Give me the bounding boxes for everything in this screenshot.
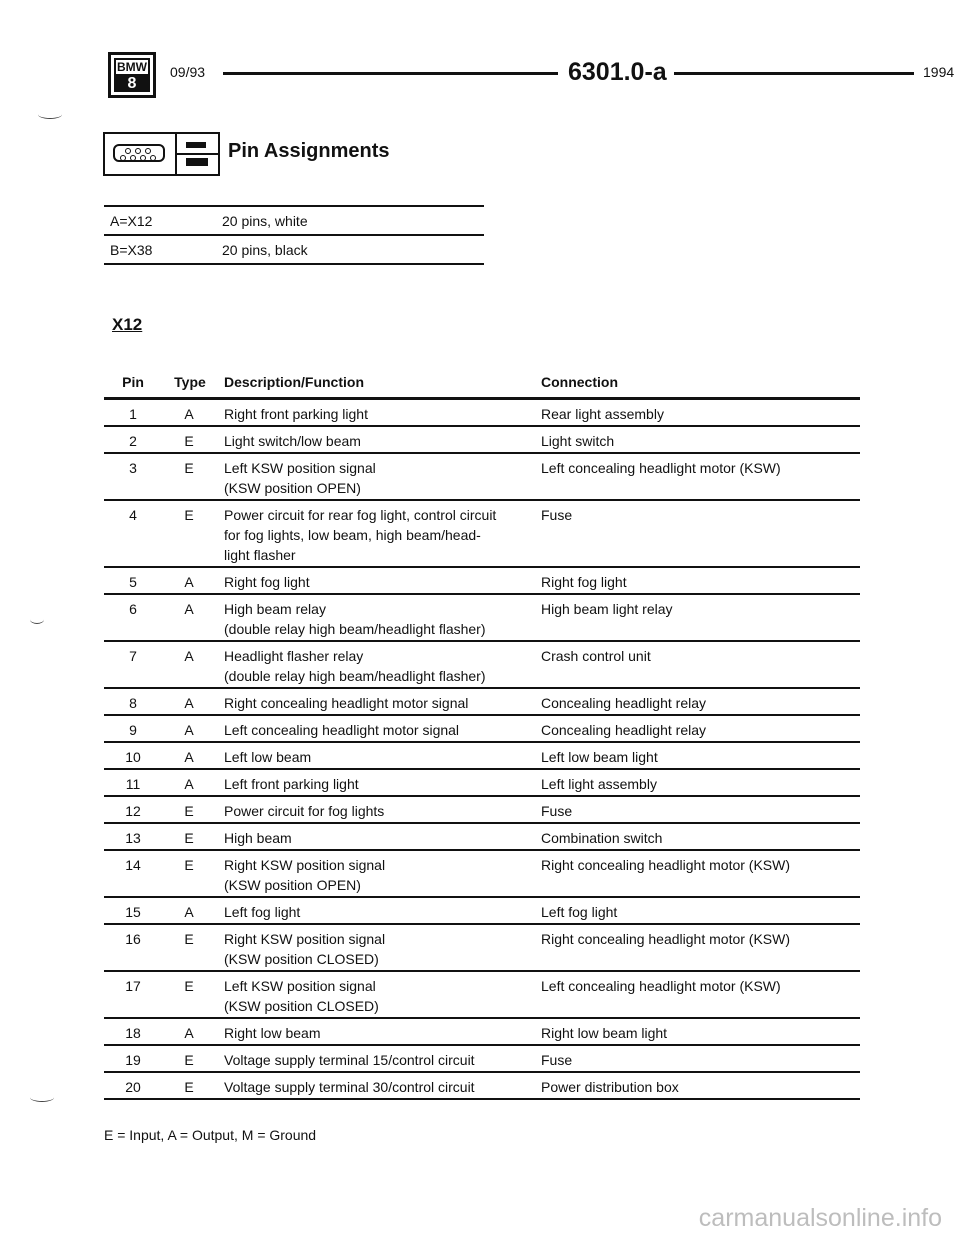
document-code: 6301.0-a [568, 58, 667, 86]
description-cell: Left KSW position signal (KSW position OPEN) [224, 460, 376, 496]
table-row [104, 925, 860, 972]
table-row [104, 501, 860, 568]
table-row [104, 568, 860, 595]
header-date: 09/93 [170, 64, 206, 80]
page-header [108, 52, 955, 98]
connector-id: B=X38 [110, 242, 153, 258]
type-cell: A [184, 722, 194, 738]
margin-mark [30, 615, 44, 624]
pin-cell: 8 [129, 695, 137, 711]
connection-cell: Left concealing headlight motor (KSW) [541, 978, 781, 994]
connection-cell: Right fog light [541, 574, 627, 590]
type-cell: A [184, 601, 194, 617]
connection-cell: Light switch [541, 433, 615, 449]
description-cell: Headlight flasher relay (double relay high beam/headlight flasher) [224, 648, 486, 684]
connector-id: A=X12 [110, 213, 153, 229]
type-cell: A [184, 776, 194, 792]
connection-cell: Power distribution box [541, 1079, 679, 1095]
pin-cell: 2 [129, 433, 137, 449]
description-cell: Voltage supply terminal 15/control circuit [224, 1052, 475, 1068]
column-header-type: Type [174, 374, 206, 390]
description-cell: Light switch/low beam [224, 433, 361, 449]
table-row [104, 797, 860, 824]
type-cell: A [184, 695, 194, 711]
type-cell: E [184, 433, 194, 449]
connector-icon [103, 132, 220, 176]
description-cell: Right front parking light [224, 406, 368, 422]
connection-cell: Right concealing headlight motor (KSW) [541, 931, 791, 947]
connector-row [104, 236, 484, 265]
table-row [104, 770, 860, 797]
connection-cell: Combination switch [541, 830, 663, 846]
connection-cell: Concealing headlight relay [541, 695, 706, 711]
header-rule-left [223, 72, 558, 75]
connection-cell: Fuse [541, 507, 573, 523]
header-rule-right [674, 72, 914, 75]
type-cell: E [184, 803, 194, 819]
table-row [104, 595, 860, 642]
table-row [104, 824, 860, 851]
description-cell: Left low beam [224, 749, 312, 765]
pin-cell: 17 [125, 978, 141, 994]
type-cell: E [184, 1079, 194, 1095]
pin-cell: 11 [125, 776, 141, 792]
type-cell: A [184, 574, 194, 590]
pin-cell: 12 [125, 803, 141, 819]
description-cell: Left concealing headlight motor signal [224, 722, 460, 738]
table-row [104, 1046, 860, 1073]
bmw-logo [108, 52, 156, 98]
type-cell: A [184, 1025, 194, 1041]
table-row [104, 1019, 860, 1046]
table-row [104, 454, 860, 501]
table-row [104, 427, 860, 454]
pin-cell: 20 [125, 1079, 141, 1095]
type-cell: A [184, 749, 194, 765]
table-row [104, 851, 860, 898]
table-row [104, 400, 860, 427]
bmw-logo-text: BMW [114, 58, 150, 76]
type-cell: E [184, 978, 194, 994]
connection-cell: Concealing headlight relay [541, 722, 706, 738]
description-cell: Right KSW position signal (KSW position OPEN) [224, 857, 386, 893]
pin-cell: 16 [125, 931, 141, 947]
description-cell: High beam [224, 830, 292, 846]
connection-cell: Left fog light [541, 904, 618, 920]
watermark: carmanualsonline.info [698, 1204, 942, 1232]
column-header-description: Description/Function [224, 374, 364, 390]
column-header-connection: Connection [541, 374, 618, 390]
description-cell: High beam relay (double relay high beam/headlight flasher) [224, 601, 486, 637]
type-cell: E [184, 830, 194, 846]
connection-cell: Crash control unit [541, 648, 651, 664]
type-cell: E [184, 1052, 194, 1068]
header-year: 1994 [923, 64, 955, 80]
pin-cell: 4 [129, 507, 137, 523]
connection-cell: Rear light assembly [541, 406, 664, 422]
connector-desc: 20 pins, black [222, 242, 308, 258]
table-row [104, 716, 860, 743]
connection-cell: Right concealing headlight motor (KSW) [541, 857, 791, 873]
connector-heading: X12 [112, 315, 143, 334]
bmw-logo-series: 8 [114, 76, 150, 92]
table-row [104, 743, 860, 770]
description-cell: Voltage supply terminal 30/control circuit [224, 1079, 475, 1095]
pin-cell: 6 [129, 601, 137, 617]
table-row [104, 689, 860, 716]
description-cell: Right KSW position signal (KSW position CLOSED) [224, 931, 386, 967]
column-header-pin: Pin [122, 374, 144, 390]
connection-cell: Left light assembly [541, 776, 657, 792]
table-row [104, 642, 860, 689]
connection-cell: Fuse [541, 1052, 573, 1068]
margin-mark [30, 1093, 54, 1102]
pin-cell: 13 [125, 830, 141, 846]
table-row [104, 1073, 860, 1100]
description-cell: Power circuit for rear fog light, control circuit for fog lights, low beam, high beam/head- light flasher [224, 507, 497, 563]
type-cell: E [184, 931, 194, 947]
pin-table [104, 397, 860, 1100]
description-cell: Left front parking light [224, 776, 359, 792]
type-cell: E [184, 857, 194, 873]
type-cell: E [184, 460, 194, 476]
pin-cell: 3 [129, 460, 137, 476]
pin-cell: 18 [125, 1025, 141, 1041]
description-cell: Power circuit for fog lights [224, 803, 385, 819]
page-title: Pin Assignments [228, 140, 390, 162]
description-cell: Left fog light [224, 904, 301, 920]
table-row [104, 972, 860, 1019]
pin-cell: 10 [125, 749, 141, 765]
description-cell: Right concealing headlight motor signal [224, 695, 469, 711]
pin-cell: 15 [125, 904, 141, 920]
pin-table-header [104, 374, 860, 396]
table-row [104, 898, 860, 925]
connection-cell: Left concealing headlight motor (KSW) [541, 460, 781, 476]
pin-cell: 1 [129, 406, 137, 422]
type-cell: A [184, 904, 194, 920]
margin-mark [38, 110, 62, 119]
description-cell: Right low beam [224, 1025, 321, 1041]
pin-cell: 5 [129, 574, 137, 590]
connection-cell: Left low beam light [541, 749, 658, 765]
connection-cell: Right low beam light [541, 1025, 668, 1041]
connector-row [104, 205, 484, 236]
type-cell: E [184, 507, 194, 523]
connection-cell: Fuse [541, 803, 573, 819]
connector-table [104, 205, 484, 265]
pin-cell: 19 [125, 1052, 141, 1068]
pin-cell: 9 [129, 722, 137, 738]
type-cell: A [184, 406, 194, 422]
pin-cell: 14 [125, 857, 141, 873]
type-cell: A [184, 648, 194, 664]
type-legend: E = Input, A = Output, M = Ground [104, 1127, 317, 1143]
connector-desc: 20 pins, white [222, 213, 308, 229]
pin-cell: 7 [129, 648, 137, 664]
connection-cell: High beam light relay [541, 601, 673, 617]
description-cell: Right fog light [224, 574, 310, 590]
description-cell: Left KSW position signal (KSW position CLOSED) [224, 978, 379, 1014]
